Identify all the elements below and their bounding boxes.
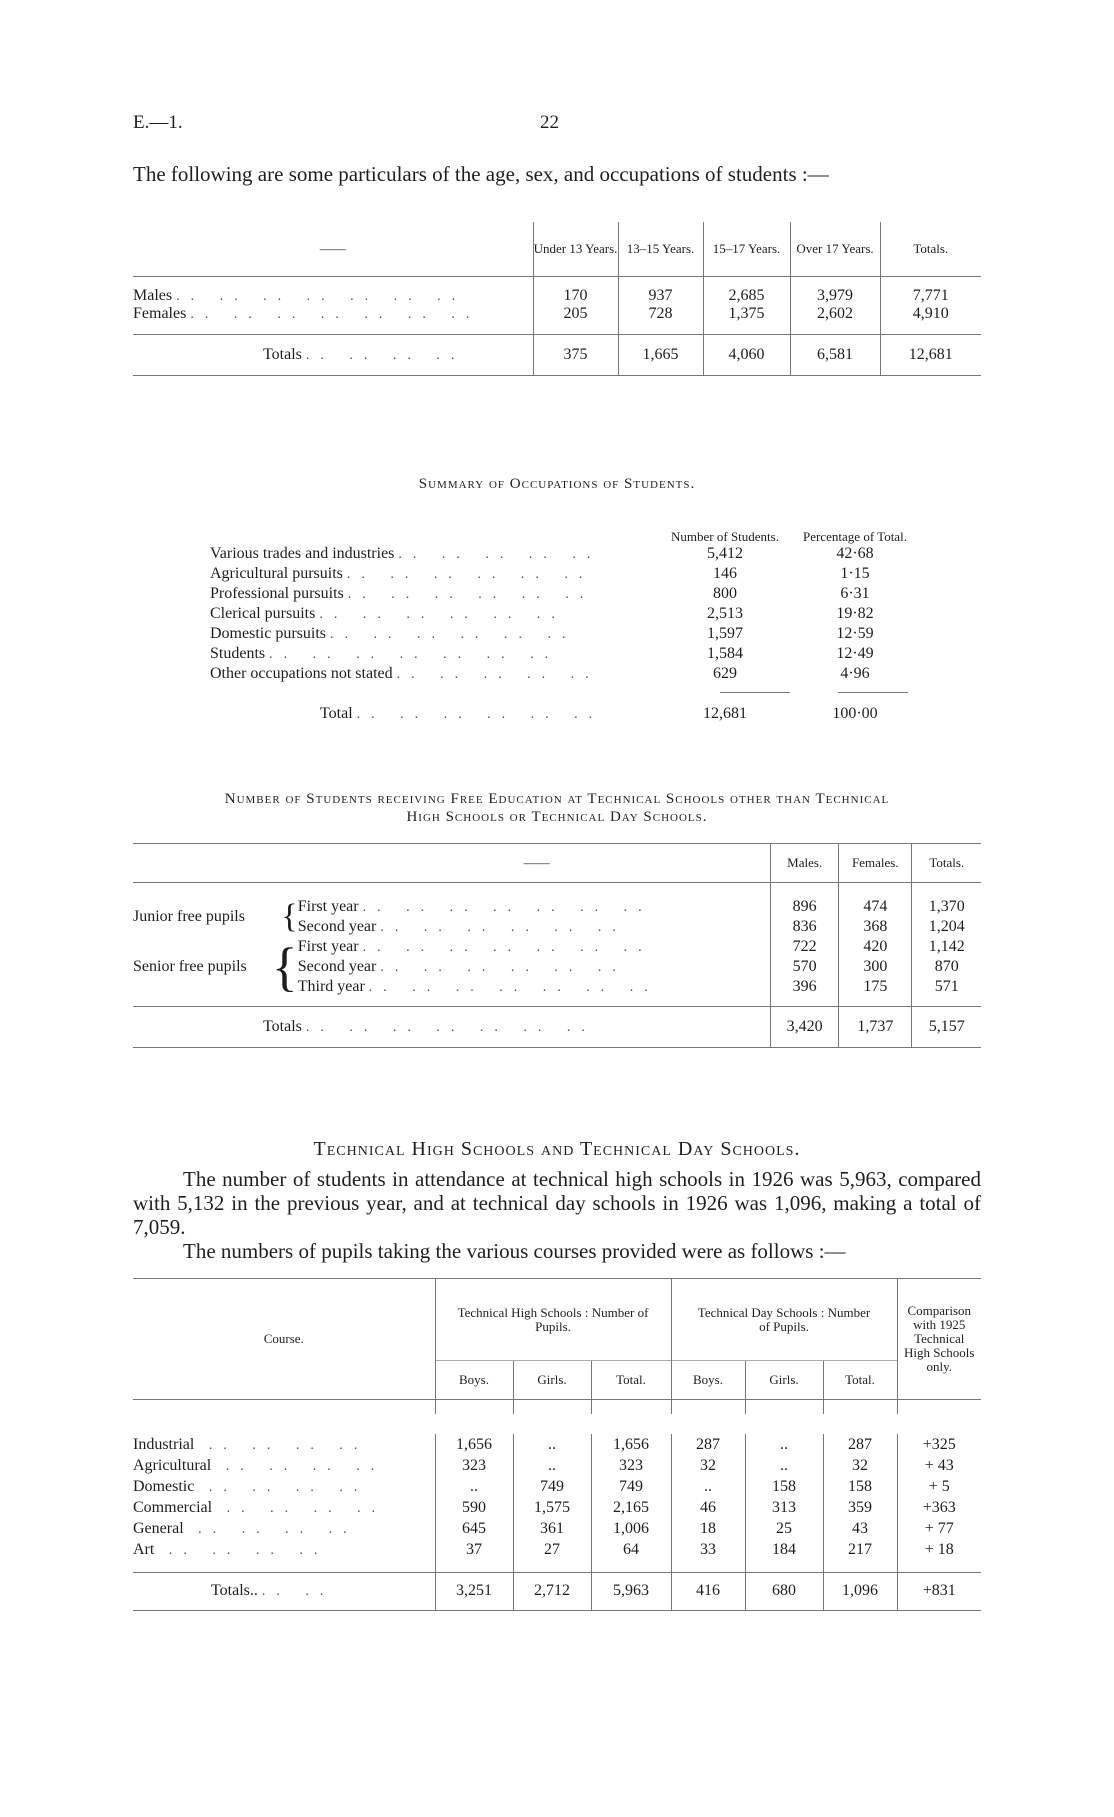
row-label: First year xyxy=(297,937,359,955)
table-row xyxy=(133,1539,981,1560)
table-cell: 1,584 xyxy=(707,645,743,662)
table-cell: 6·31 xyxy=(840,585,870,602)
table-cell: 205 xyxy=(533,305,618,323)
table-cell: 1,006 xyxy=(591,1518,671,1539)
leader-dots: .. .. .. .. .. .. .. xyxy=(362,899,653,915)
table-cell: 12·59 xyxy=(836,625,874,642)
table-cell: + 5 xyxy=(897,1476,981,1497)
group-label: Senior free pupils xyxy=(133,957,247,975)
column-header: Comparison with 1925 Technical High Schools only. xyxy=(897,1279,981,1400)
column-header: Boys. xyxy=(671,1361,745,1400)
table-cell: + 18 xyxy=(897,1539,981,1560)
table-cell: 27 xyxy=(513,1539,591,1560)
row-label: Totals xyxy=(263,346,302,363)
totals-row xyxy=(133,1572,981,1610)
table-cell: 217 xyxy=(823,1539,897,1560)
page-number: 22 xyxy=(540,112,559,133)
table-header-row xyxy=(133,1279,981,1361)
table-cell: 937 xyxy=(618,287,703,305)
table-cell: 1,375 xyxy=(703,305,790,323)
table-corner: —— xyxy=(133,844,771,883)
table-cell: 359 xyxy=(823,1497,897,1518)
table-cell: .. xyxy=(513,1455,591,1476)
leader-dots: .. .. .. .. .. .. xyxy=(346,567,594,582)
courses-table xyxy=(133,1278,981,1414)
brace-icon: { xyxy=(271,936,298,997)
table-cell: 1,597 xyxy=(707,625,743,642)
column-header: Totals. xyxy=(912,844,981,883)
table-cell: 2,712 xyxy=(513,1572,591,1610)
table-cell: 1·15 xyxy=(840,565,870,582)
table-cell: 19·82 xyxy=(836,605,874,622)
table-cell: 3,251 xyxy=(435,1572,513,1610)
column-header: Over 17 Years. xyxy=(790,222,880,277)
table-row xyxy=(210,604,930,624)
leader-dots: .. .. .. .. .. xyxy=(398,547,602,562)
leader-dots: .. .. .. .. .. .. xyxy=(380,959,627,975)
totals-row xyxy=(133,1007,981,1048)
table-cell: 4,910 xyxy=(880,305,981,323)
table-cell: 571 xyxy=(912,977,981,997)
leader-dots: .. .. .. .. .. .. xyxy=(330,627,577,642)
table-header-row xyxy=(133,844,981,883)
table-cell: 6,581 xyxy=(790,335,880,376)
table-row xyxy=(210,544,930,564)
table-row xyxy=(210,564,930,584)
row-label: Students xyxy=(210,645,266,662)
column-header: Totals. xyxy=(880,222,981,277)
table-row xyxy=(133,1455,981,1476)
row-label: Domestic xyxy=(133,1477,195,1495)
table-cell: 1,370 xyxy=(912,897,981,917)
table-cell: 37 xyxy=(435,1539,513,1560)
row-label: First year xyxy=(297,897,359,915)
column-header: Number of Students. xyxy=(671,529,779,544)
leader-dots: .. .. .. .. xyxy=(211,1458,386,1474)
table-row xyxy=(210,664,930,684)
table-cell: 287 xyxy=(671,1434,745,1455)
table-cell: 4,060 xyxy=(703,335,790,376)
leader-dots: .. .. xyxy=(261,1584,335,1599)
paragraph: The numbers of pupils taking the various courses provided were as follows :— xyxy=(183,1239,846,1263)
table-cell: 396 xyxy=(771,977,839,997)
table-corner: —— xyxy=(133,222,533,277)
title-line: Number of Students receiving Free Education at Technical Schools other than Technical xyxy=(224,791,890,807)
table-cell: 323 xyxy=(591,1455,671,1476)
table-cell: 361 xyxy=(513,1518,591,1539)
leader-dots: .. .. .. .. .. .. xyxy=(319,607,566,622)
leader-dots: .. .. .. .. xyxy=(154,1542,329,1558)
table-cell: 12,681 xyxy=(880,335,981,376)
table-cell: 287 xyxy=(823,1434,897,1455)
courses-table-body xyxy=(133,1434,981,1611)
table-cell: 375 xyxy=(533,335,618,376)
table-cell: 158 xyxy=(745,1476,823,1497)
leader-dots: .. .. .. .. .. .. .. xyxy=(362,939,653,955)
table-cell: 680 xyxy=(745,1572,823,1610)
column-header: Females. xyxy=(839,844,912,883)
table-row xyxy=(210,584,930,604)
table-cell: .. xyxy=(671,1476,745,1497)
free-education-title xyxy=(133,790,981,826)
table-cell: 870 xyxy=(912,957,981,977)
table-cell: 184 xyxy=(745,1539,823,1560)
table-cell: 25 xyxy=(745,1518,823,1539)
table-row xyxy=(133,1518,981,1539)
table-cell: 12,681 xyxy=(703,705,747,722)
row-label: Commercial xyxy=(133,1498,213,1516)
row-label: Totals xyxy=(263,1018,302,1035)
row-label: Other occupations not stated xyxy=(210,665,393,682)
leader-dots: .. .. .. .. .. .. xyxy=(380,919,627,935)
age-sex-table xyxy=(133,222,981,376)
leader-dots: .. .. .. .. .. .. .. xyxy=(305,1020,596,1035)
table-cell: 2,602 xyxy=(790,305,880,323)
table-cell: 42·68 xyxy=(836,545,874,562)
table-cell: 18 xyxy=(671,1518,745,1539)
table-cell: 1,204 xyxy=(912,917,981,937)
leader-dots: .. .. .. .. .. .. .. xyxy=(190,306,481,322)
row-label: Various trades and industries xyxy=(210,545,395,562)
technical-paragraphs xyxy=(133,1167,981,1263)
table-cell: 1,575 xyxy=(513,1497,591,1518)
row-label: Totals.. xyxy=(211,1582,258,1599)
column-header: Course. xyxy=(133,1279,435,1400)
row-label: Second year xyxy=(297,957,377,975)
table-cell: .. xyxy=(745,1455,823,1476)
table-cell: 100·00 xyxy=(832,705,878,722)
column-header: Technical High Schools : Number of Pupils. xyxy=(435,1279,671,1361)
table-row xyxy=(133,287,981,305)
row-label: Third year xyxy=(297,977,365,995)
table-cell: + 77 xyxy=(897,1518,981,1539)
table-cell: 1,656 xyxy=(591,1434,671,1455)
table-cell: 1,737 xyxy=(839,1007,912,1048)
table-header-row xyxy=(210,508,930,544)
table-cell: 313 xyxy=(745,1497,823,1518)
table-row xyxy=(210,644,930,664)
sum-rule xyxy=(720,692,790,693)
leader-dots: .. .. .. .. .. .. xyxy=(347,587,595,602)
table-cell: 300 xyxy=(839,957,912,977)
paragraph: The number of students in attendance at technical high schools in 1926 was 5,963, compared with 5,132 in the previous year, and at technical day schools in 1926 was 1,096, making a total of 7,059. xyxy=(133,1167,981,1239)
table-row xyxy=(133,1476,981,1497)
table-cell: 3,420 xyxy=(771,1007,839,1048)
table-cell: 158 xyxy=(823,1476,897,1497)
table-cell: 4·96 xyxy=(840,665,870,682)
table-cell: 3,979 xyxy=(790,287,880,305)
row-label: Males xyxy=(133,286,173,304)
table-cell: 1,096 xyxy=(823,1572,897,1610)
table-cell: 12·49 xyxy=(836,645,874,662)
leader-dots: .. .. .. .. .. .. .. xyxy=(176,288,467,304)
row-label: Agricultural xyxy=(133,1456,212,1474)
row-label: Domestic pursuits xyxy=(210,625,326,642)
leader-dots: .. .. .. .. .. .. xyxy=(356,707,604,722)
sum-rule xyxy=(838,692,908,693)
group-label: Junior free pupils xyxy=(133,907,245,925)
table-cell: 645 xyxy=(435,1518,513,1539)
table-cell: 1,142 xyxy=(912,937,981,957)
table-cell: 146 xyxy=(713,565,737,582)
row-label: Industrial xyxy=(133,1435,195,1453)
table-cell: +325 xyxy=(897,1434,981,1455)
table-cell: 896 xyxy=(771,897,839,917)
column-header: Total. xyxy=(823,1361,897,1400)
table-cell: 800 xyxy=(713,585,737,602)
table-cell: +363 xyxy=(897,1497,981,1518)
table-cell: 323 xyxy=(435,1455,513,1476)
row-label: Professional pursuits xyxy=(210,585,344,602)
title-line: High Schools or Technical Day Schools. xyxy=(406,809,708,825)
document-code: E.—1. xyxy=(133,112,183,133)
table-cell: 46 xyxy=(671,1497,745,1518)
table-row xyxy=(133,1497,981,1518)
column-header: Boys. xyxy=(435,1361,513,1400)
table-cell: + 43 xyxy=(897,1455,981,1476)
table-cell: .. xyxy=(745,1434,823,1455)
leader-dots: .. .. .. .. .. .. .. xyxy=(269,647,560,662)
leader-dots: .. .. .. .. xyxy=(212,1500,387,1516)
table-cell: +831 xyxy=(897,1572,981,1610)
table-cell: 420 xyxy=(839,937,912,957)
table-cell: 590 xyxy=(435,1497,513,1518)
column-header: Girls. xyxy=(745,1361,823,1400)
table-cell: 64 xyxy=(591,1539,671,1560)
table-cell: 722 xyxy=(771,937,839,957)
table-cell: 32 xyxy=(671,1455,745,1476)
leader-dots: .. .. .. .. .. .. .. xyxy=(368,979,659,995)
table-row xyxy=(133,305,981,323)
brace-icon: { xyxy=(281,897,298,935)
leader-dots: .. .. .. .. xyxy=(194,1479,369,1495)
table-cell: 7,771 xyxy=(880,287,981,305)
free-education-table xyxy=(133,843,981,1048)
table-cell: 629 xyxy=(713,665,737,682)
occupations-table xyxy=(210,508,930,724)
table-cell: 836 xyxy=(771,917,839,937)
table-cell: 749 xyxy=(591,1476,671,1497)
table-cell: 2,685 xyxy=(703,287,790,305)
table-cell: 170 xyxy=(533,287,618,305)
table-cell: 33 xyxy=(671,1539,745,1560)
table-cell: 1,665 xyxy=(618,335,703,376)
row-label: Clerical pursuits xyxy=(210,605,316,622)
table-cell: 416 xyxy=(671,1572,745,1610)
leader-dots: .. .. .. .. xyxy=(194,1437,369,1453)
table-cell: 32 xyxy=(823,1455,897,1476)
table-cell: 728 xyxy=(618,305,703,323)
column-header: Technical Day Schools : Number of Pupils. xyxy=(671,1279,897,1361)
column-header: Males. xyxy=(771,844,839,883)
row-label: Agricultural pursuits xyxy=(210,565,343,582)
table-cell: 43 xyxy=(823,1518,897,1539)
column-header: 15–17 Years. xyxy=(703,222,790,277)
row-label: Total xyxy=(320,705,353,722)
table-header-row xyxy=(133,222,981,277)
table-cell: 474 xyxy=(839,897,912,917)
table-cell: .. xyxy=(435,1476,513,1497)
intro-paragraph: The following are some particulars of the age, sex, and occupations of students :— xyxy=(133,162,829,186)
table-cell: 2,513 xyxy=(707,605,743,622)
row-label: General xyxy=(133,1519,184,1537)
column-header: Percentage of Total. xyxy=(803,529,907,544)
table-cell: 2,165 xyxy=(591,1497,671,1518)
totals-row xyxy=(210,704,930,724)
table-cell: 368 xyxy=(839,917,912,937)
leader-dots: .. .. .. .. xyxy=(183,1521,358,1537)
table-cell: 570 xyxy=(771,957,839,977)
totals-row xyxy=(133,335,981,376)
occupations-title: Summary of Occupations of Students. xyxy=(418,476,696,492)
column-header: Girls. xyxy=(513,1361,591,1400)
row-label: Females xyxy=(133,304,187,322)
row-label: Art xyxy=(133,1540,155,1558)
table-row xyxy=(210,624,930,644)
table-cell: 749 xyxy=(513,1476,591,1497)
column-header: Under 13 Years. xyxy=(533,222,618,277)
table-cell: 5,963 xyxy=(591,1572,671,1610)
leader-dots: .. .. .. .. .. xyxy=(396,667,600,682)
row-label: Second year xyxy=(297,917,377,935)
table-cell: 1,656 xyxy=(435,1434,513,1455)
table-cell: .. xyxy=(513,1434,591,1455)
column-header: 13–15 Years. xyxy=(618,222,703,277)
table-row xyxy=(133,897,981,917)
table-row xyxy=(133,937,981,957)
table-cell: 5,412 xyxy=(707,545,743,562)
column-header: Total. xyxy=(591,1361,671,1400)
table-cell: 5,157 xyxy=(912,1007,981,1048)
technical-title: Technical High Schools and Technical Day Schools. xyxy=(313,1138,801,1160)
table-row xyxy=(133,1434,981,1455)
leader-dots: .. .. .. .. xyxy=(305,348,466,363)
table-cell: 175 xyxy=(839,977,912,997)
